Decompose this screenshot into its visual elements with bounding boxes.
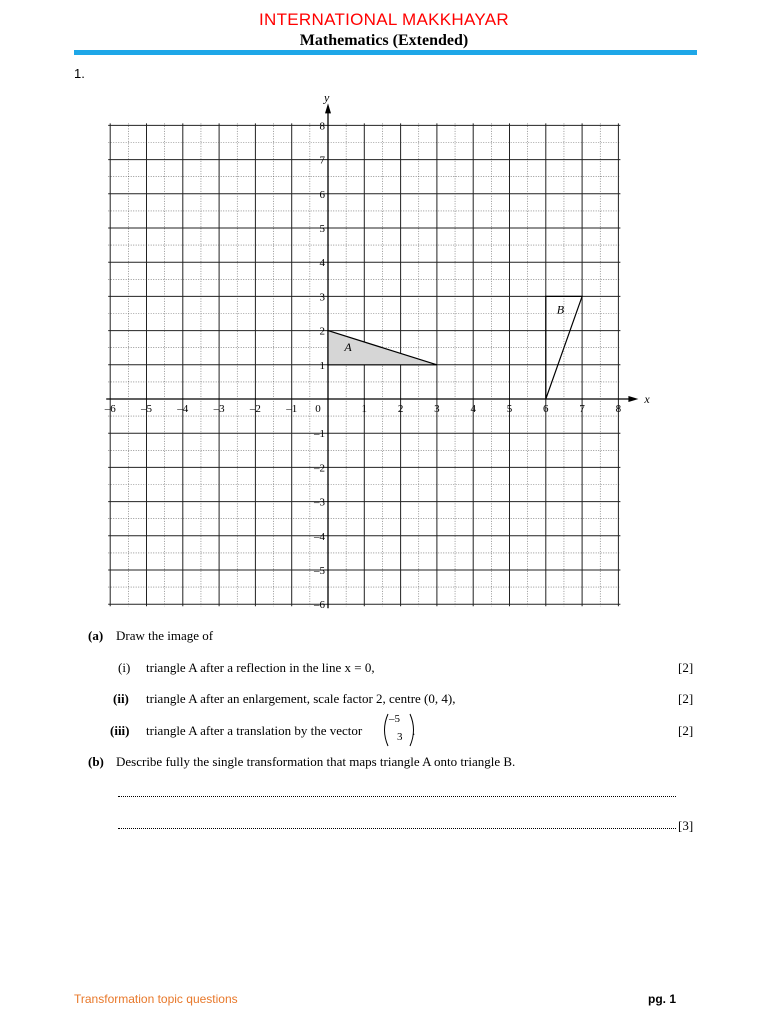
y-axis-arrow	[325, 103, 331, 113]
y-tick-label: 1	[319, 359, 325, 372]
x-tick-label: –2	[249, 403, 261, 415]
x-tick-label: 8	[615, 403, 622, 415]
x-tick-label: 3	[434, 403, 440, 415]
header-title: INTERNATIONAL MAKKHAYAR	[259, 10, 509, 29]
y-tick-label: –4	[314, 530, 325, 543]
x-tick-label: 5	[506, 403, 513, 415]
part-b-label: (b)	[88, 754, 104, 769]
x-tick-label: 0	[315, 403, 321, 415]
y-tick-label: 5	[319, 223, 325, 235]
x-tick-label: 6	[543, 403, 549, 415]
y-tick-label: –2	[314, 462, 325, 475]
answer-line-1[interactable]	[118, 796, 676, 797]
x-tick-label: –6	[104, 403, 116, 415]
part-a-i-marks: [2]	[678, 660, 694, 675]
y-tick-label: 4	[319, 257, 325, 270]
y-tick-label: 7	[319, 154, 325, 167]
part-a-iii-text: triangle A after a translation by the vector	[146, 723, 363, 738]
question-number: 1.	[74, 66, 85, 81]
header-subtitle: Mathematics (Extended)	[299, 32, 469, 49]
triangle-a-label: A	[344, 340, 352, 355]
y-tick-label: –1	[314, 428, 325, 441]
y-tick-label: 8	[319, 120, 325, 133]
x-tick-label: –5	[141, 403, 152, 415]
vector-suffix: .	[412, 723, 416, 738]
triangle-b-label: B	[556, 302, 565, 317]
y-tick-label: 6	[319, 188, 325, 201]
part-b-marks: [3]	[678, 818, 694, 833]
part-a-ii-label: (ii)	[113, 691, 129, 706]
part-a-label: (a)	[88, 628, 104, 643]
vector-top-value: –5	[389, 713, 400, 725]
y-tick-label: 3	[319, 291, 325, 304]
page-number: pg. 1	[648, 992, 677, 1006]
part-a-intro: Draw the image of	[116, 628, 214, 643]
x-axis-arrow	[628, 396, 638, 402]
part-a-iii-label: (iii)	[110, 723, 130, 738]
x-tick-label: 1	[361, 403, 368, 415]
x-axis-label: x	[644, 392, 650, 406]
part-b-text: Describe fully the single transformation that maps triangle A onto triangle B.	[116, 754, 516, 769]
x-tick-label: 7	[579, 403, 585, 415]
x-tick-label: –3	[213, 403, 225, 415]
footer-topic: Transformation topic questions	[74, 992, 238, 1006]
y-tick-label: 2	[319, 325, 325, 338]
x-tick-label: 2	[397, 403, 404, 415]
answer-line-2[interactable]	[118, 828, 676, 829]
part-a-i-label: (i)	[118, 660, 131, 675]
part-a-ii-marks: [2]	[678, 691, 694, 706]
x-tick-label: 4	[470, 403, 476, 415]
y-tick-label: –3	[314, 496, 325, 509]
x-tick-label: –1	[286, 403, 298, 415]
x-tick-label: –4	[177, 403, 189, 415]
part-a-ii-text: triangle A after an enlargement, scale factor 2, centre (0, 4),	[146, 691, 456, 706]
part-a-iii-marks: [2]	[678, 723, 694, 738]
part-a-i-text: triangle A after a reflection in the line x = 0,	[146, 660, 375, 675]
y-tick-label: –5	[314, 565, 325, 577]
y-tick-label: –6	[314, 599, 325, 612]
vector-bottom-value: 3	[397, 731, 403, 743]
y-axis-label: y	[324, 90, 330, 105]
